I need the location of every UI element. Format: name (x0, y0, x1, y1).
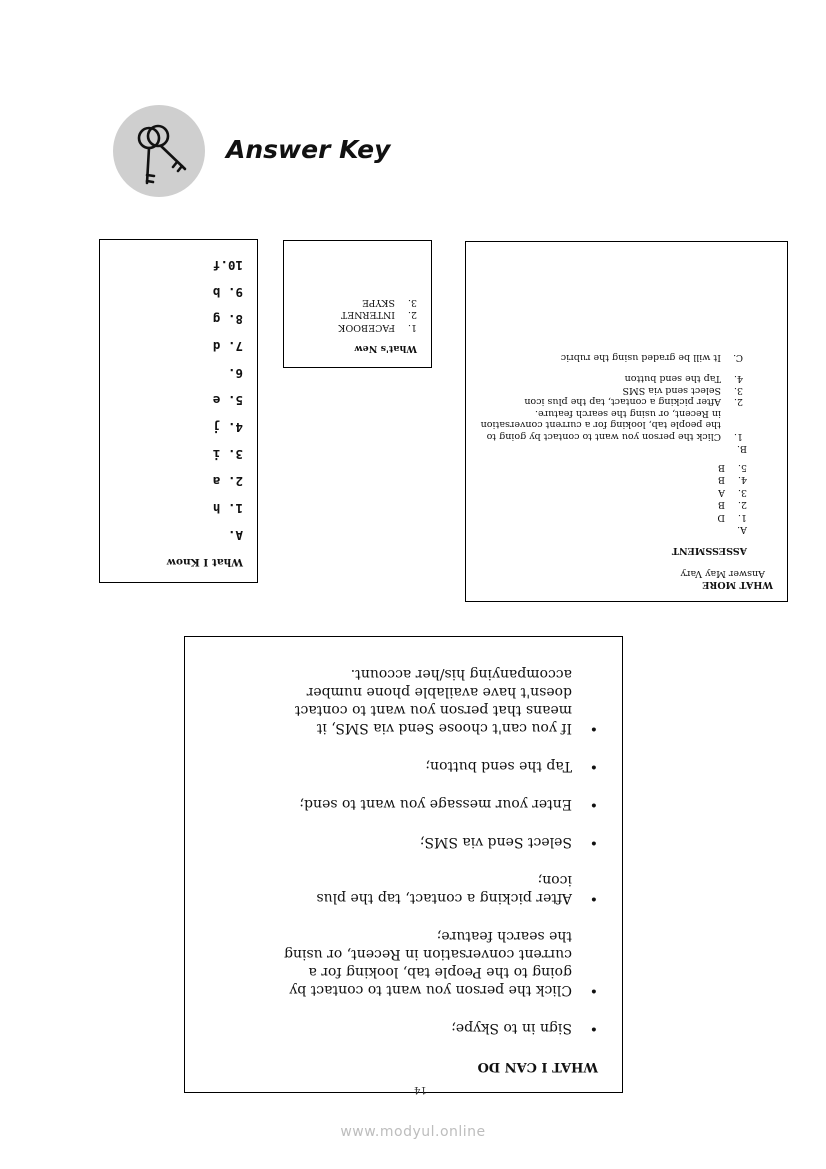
item-number: 2. (407, 309, 417, 321)
assessment-a-item (478, 486, 773, 499)
what-i-know-item: 2. a (212, 474, 243, 489)
assessment-part-a: A. (737, 524, 747, 536)
keys-icon (113, 105, 205, 197)
bullet: • (589, 890, 598, 906)
item-number: 4. (737, 474, 747, 486)
assessment-b-item (478, 373, 773, 385)
list-item (207, 1019, 598, 1037)
list-item-text: If you can't choose Send via SMS, it means that person you want to contact doesn't have available phone number accompanying his/her account. (294, 666, 572, 736)
item-number: 1. (737, 512, 747, 523)
item-number: 4. (733, 373, 743, 385)
whats-new-item (296, 296, 417, 309)
what-i-know-section: A. (227, 528, 243, 543)
item-number: 3. (407, 297, 417, 308)
list-item (207, 795, 598, 813)
item-text: Select send via SMS (622, 385, 721, 396)
bullet: • (589, 720, 598, 736)
bullet: • (589, 834, 598, 850)
page-number: 14 (414, 1084, 427, 1095)
list-item (207, 871, 598, 907)
assessment-b-item (478, 396, 773, 408)
item-answer: B (718, 499, 725, 511)
what-i-can-do-box (184, 636, 623, 1093)
bullet: • (589, 758, 598, 774)
list-item-text: Sign in to Skype; (451, 1020, 572, 1036)
list-item (207, 665, 598, 737)
assessment-part-b: B. (736, 443, 747, 455)
list-item (207, 757, 598, 775)
item-text: After picking a contact, tap the plus icon (524, 396, 721, 408)
whats-new-box (283, 240, 432, 368)
item-text: FACEBOOK (338, 322, 395, 333)
list-item-text: Enter your message you want to send; (299, 796, 572, 812)
item-number: 3. (737, 487, 747, 498)
assessment-c-item (478, 352, 773, 364)
item-number: 5. (737, 462, 747, 473)
item-number: 2. (737, 499, 747, 511)
assessment-a-item (478, 511, 773, 524)
item-number: 1. (407, 322, 417, 333)
assessment-title: ASSESSMENT (671, 545, 747, 557)
list-item (207, 833, 598, 851)
what-i-know-item: 9. b (212, 285, 243, 300)
assessment-b-item (478, 385, 773, 397)
what-i-can-do-title: WHAT I CAN DO (477, 1059, 598, 1074)
header-icon-circle (113, 105, 205, 197)
what-i-know-title: What I Know (166, 556, 243, 568)
list-item-text: Tap the send button; (425, 758, 572, 774)
footer-watermark: www.modyul.online (340, 1124, 486, 1140)
assessment-a-item (478, 498, 773, 511)
item-number: 1. (733, 431, 743, 442)
what-i-know-item: 5. e (212, 393, 243, 408)
item-text: Tap the send button (624, 373, 721, 385)
list-item-text: Select Send via SMS; (419, 834, 572, 850)
what-more-assessment-box (465, 241, 788, 602)
what-i-know-item: 10.f (212, 258, 243, 273)
what-i-know-box (99, 239, 258, 583)
item-answer: D (717, 512, 725, 523)
item-answer: B (718, 474, 725, 486)
whats-new-title: What's New (354, 343, 417, 354)
item-number: 3. (733, 385, 743, 396)
what-more-title: WHAT MORE (702, 579, 773, 590)
assessment-a-item (478, 473, 773, 486)
item-text: SKYPE (362, 297, 395, 308)
what-i-know-item: 4. j (212, 420, 243, 435)
bullet: • (589, 796, 598, 812)
what-more-answer: Answer May Vary (680, 568, 765, 579)
bullet: • (589, 982, 598, 998)
assessment-a-item (478, 461, 773, 474)
what-i-know-item: 6. (227, 366, 243, 381)
item-number: 2. (733, 396, 743, 408)
assessment-b-item (478, 408, 773, 443)
item-text: Click the person you want to contact by going to the people tab, looking for a current conversation in Recent, or using the search feature. (480, 408, 721, 442)
item-text: It will be graded using the rubric (560, 352, 721, 363)
what-i-know-item: 7. d (212, 339, 243, 354)
page-title: Answer Key (226, 135, 391, 164)
list-item (207, 927, 598, 999)
what-i-know-item: 3. i (212, 447, 243, 462)
whats-new-item (296, 321, 417, 334)
bullet: • (589, 1020, 598, 1036)
assessment-part-c: C. (733, 352, 743, 363)
what-i-know-item: 1. h (212, 501, 243, 516)
item-answer: A (718, 487, 725, 498)
what-i-know-item: 8. g (212, 312, 243, 327)
whats-new-item (296, 308, 417, 321)
item-answer: B (718, 462, 725, 473)
item-text: INTERNET (340, 309, 395, 321)
list-item-text: After picking a contact, tap the plus icon; (316, 872, 572, 906)
list-item-text: Click the person you want to contact by going to the People tab, looking for a current conversation in Recent, or using the search feature; (284, 928, 572, 998)
